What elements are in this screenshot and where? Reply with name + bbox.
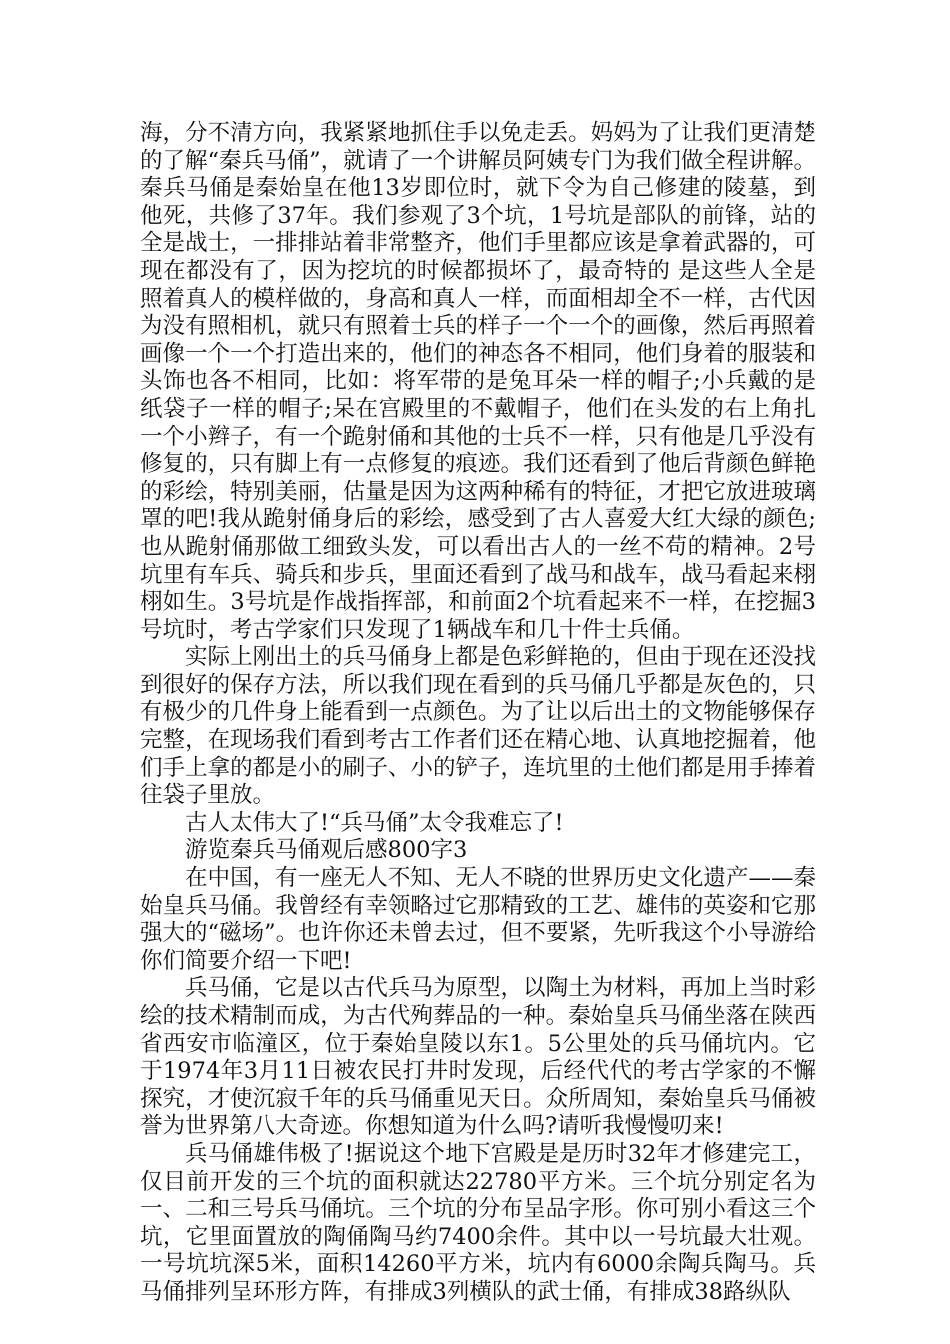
paragraph-3: 古人太伟大了!“兵马俑”太令我难忘了! bbox=[185, 809, 564, 836]
paragraph-4: 在中国，有一座无人不知、无人不晓的世界历史文化遗产——秦始皇兵马俑。我曾经有幸领略过它那精致的工艺、雄伟的英姿和它那强大的“磁场”。也许你还未曾去过，但不要紧，先听我这个小导游给你们简要介绍一下吧! bbox=[140, 865, 816, 974]
paragraph-2: 实际上刚出土的兵马俑身上都是色彩鲜艳的，但由于现在还没找到很好的保存方法，所以我们现在看到的兵马俑几乎都是灰色的，只有极少的几件身上能看到一点颜色。为了让以后出土的文物能够保存完整，在现场我们看到考古工作者们还在精心地、认真地挖掘着，他们手上拿的都是小的刷子、小的铲子，连坑里的土他们都是用手捧着往袋子里放。 bbox=[140, 644, 816, 809]
paragraph-5: 兵马俑，它是以古代兵马为原型，以陶土为材料，再加上当时彩绘的技术精制而成，为古代殉葬品的一种。秦始皇兵马俑坐落在陕西省西安市临潼区，位于秦始皇陵以东1。5公里处的兵马俑坑内。它于1974年3月11日被农民打井时发现，后经代代的考古学家的不懈探究，才使沉寂千年的兵马俑重见天日。众所周知，秦始皇兵马俑被誉为世界第八大奇迹。你想知道为什么吗?请听我慢慢叨来! bbox=[140, 975, 816, 1140]
paragraph-1: 海，分不清方向，我紧紧地抓住手以免走丢。妈妈为了让我们更清楚的了解“秦兵马俑”，就请了一个讲解员阿姨专门为我们做全程讲解。秦兵马俑是秦始皇在他13岁即位时，就下令为自己修建的陵墓，到他死，共修了37年。我们参观了3个坑，1号坑是部队的前锋，站的全是战士，一排排站着非常整齐，他们手里都应该是拿着武器的，可现在都没有了，因为挖坑的时候都损坏了，最奇特的 是这些人全是照着真人的模样做的，身高和真人一样，而面相却全不一样，古代因为没有照相机，就只有照着士兵的样子一个一个的画像，然后再照着画像一个一个打造出来的，他们的神态各不相同，他们身着的服装和头饰也各不相同，比如：将军带的是兔耳朵一样的帽子;小兵戴的是纸袋子一样的帽子;呆在宫殿里的不戴帽子，他们在头发的右上角扎一个小辫子，有一个跪射俑和其他的士兵不一样，只有他是几乎没有修复的，只有脚上有一点修复的痕迹。我们还看到了他后背颜色鲜艳的彩绘，特别美丽，估量是因为这两种稀有的特征，才把它放进玻璃罩的吧!我从跪射俑身后的彩绘，感受到了古人喜爱大红大绿的颜色;也从跪射俑那做工细致头发，可以看出古人的一丝不苟的精神。2号坑里有车兵、骑兵和步兵，里面还看到了战马和战车，战马看起来栩栩如生。3号坑是作战指挥部，和前面2个坑看起来不一样，在挖掘3号坑时，考古学家们只发现了1辆战车和几十件士兵俑。 bbox=[140, 120, 816, 643]
section-heading: 游览秦兵马俑观后感800字3 bbox=[185, 837, 468, 864]
document-page bbox=[140, 120, 816, 1307]
paragraph-6: 兵马俑雄伟极了!据说这个地下宫殿是是历时32年才修建完工，仅目前开发的三个坑的面积就达22780平方米。三个坑分别定名为一、二和三号兵马俑坑。三个坑的分布呈品字形。你可别小看这三个坑，它里面置放的陶俑陶马约7400余件。其中以一号坑最大壮观。一号坑坑深5米，面积14260平方米，坑内有6000余陶兵陶马。兵马俑排列呈环形方阵，有排成3列横队的武士俑，有排成38路纵队 bbox=[140, 1140, 816, 1305]
